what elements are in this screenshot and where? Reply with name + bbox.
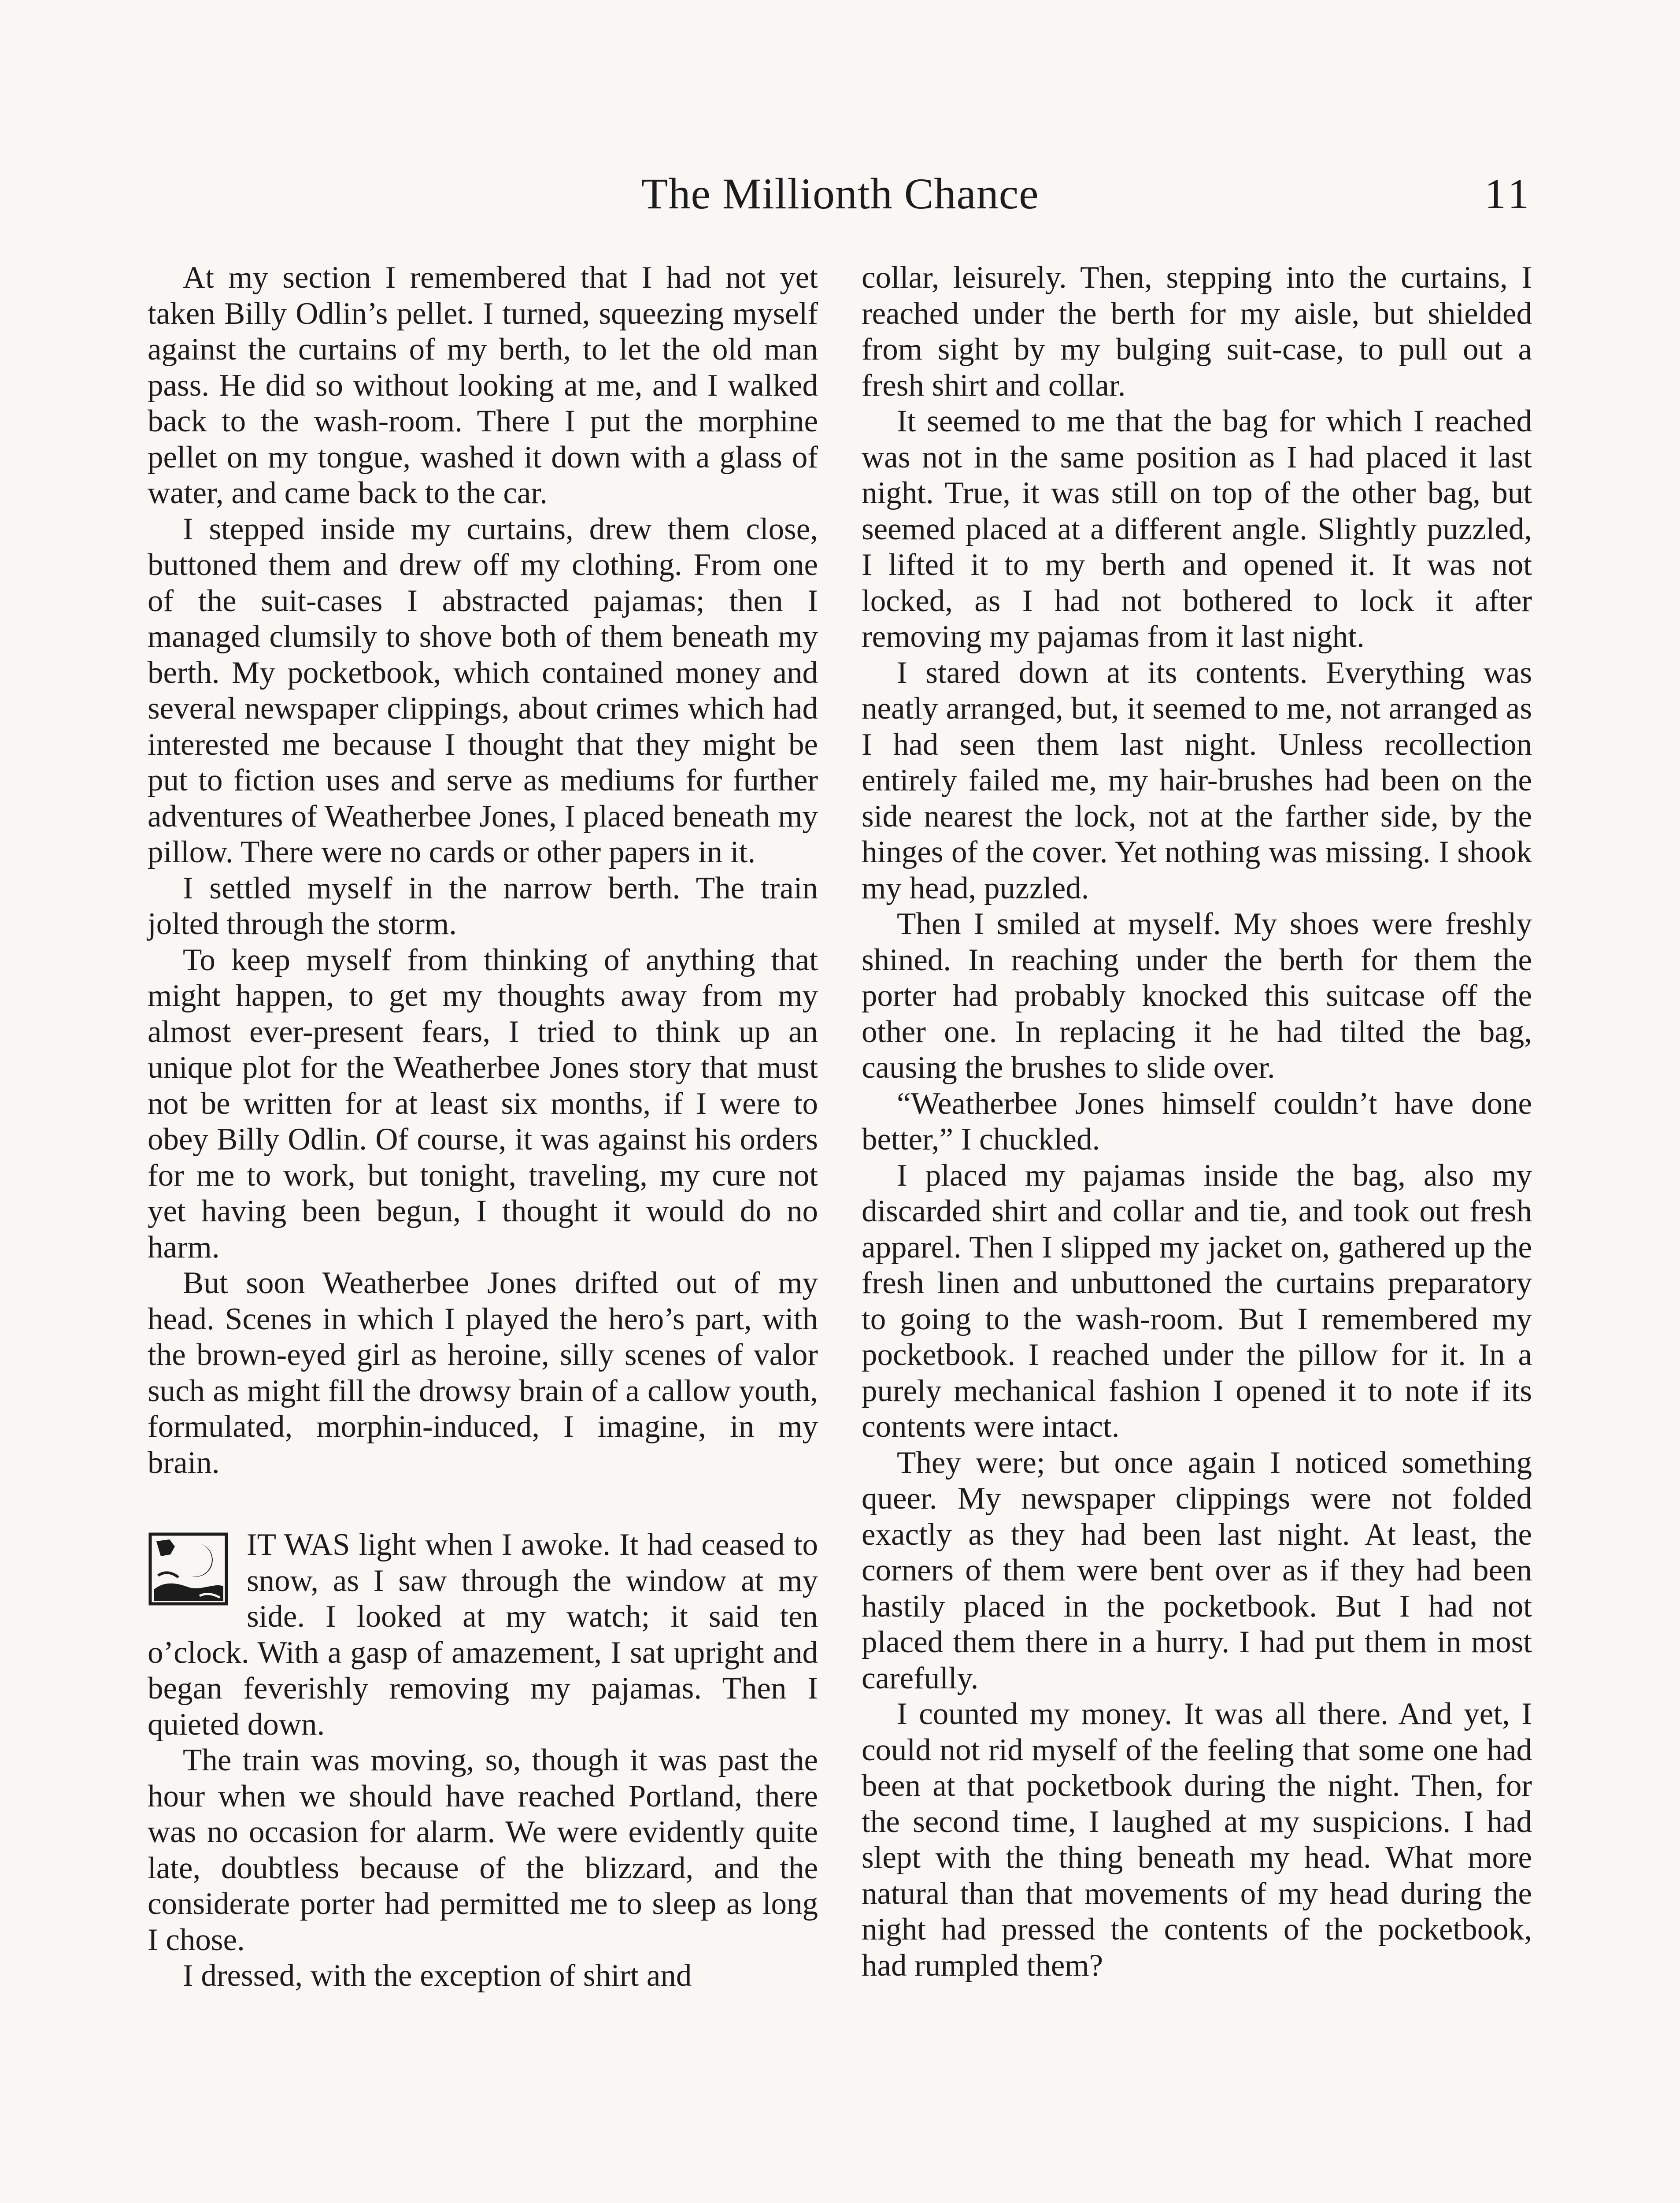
paragraph: I stepped inside my curtains, drew them close, buttoned them and drew off my clothing. From one of the suit-cases I abstracted pajamas; then I managed clumsily to shove both of them beneath my berth. My pocketbook, which contained money and several newspaper clippings, about crimes which had interested me because I thought that they might be put to fiction uses and serve as mediums for further adventures of Weatherbee Jones, I placed beneath my pillow. There were no cards or other papers in it. [148,512,818,869]
running-title: The Millionth Chance [641,169,1039,218]
paragraph: But soon Weatherbee Jones drifted out of my head. Scenes in which I played the hero’s part, with the brown-eyed girl as heroine, silly scenes of valor such as might fill the drowsy brain of a callow youth, formulated, morphin-induced, I imagine, in my brain. [148,1266,818,1480]
paragraph: collar, leisurely. Then, stepping into the curtains, I reached under the berth for my aisle, but shielded from sight by my bulging suit-case, to pull out a fresh shirt and collar. [862,260,1532,403]
right-column [862,260,1532,1984]
paragraph: I stared down at its contents. Everything was neatly arranged, but, it seemed to me, not arranged as I had seen them last night. Unless recollection entirely failed me, my hair-brushes had been on the side nearest the lock, not at the farther side, by the hinges of the cover. Yet nothing was missing. I shook my head, puzzled. [862,655,1532,905]
paragraph: I placed my pajamas inside the bag, also my discarded shirt and collar and tie, and took out fresh apparel. Then I slipped my jacket on, gathered up the fresh linen and unbuttoned the curtains preparatory to going to the wash-room. But I remembered my pocketbook. I reached under the pillow for it. In a purely mechanical fashion I opened it to note if its contents were intact. [862,1158,1532,1444]
section-break [148,1481,818,1527]
paragraph: They were; but once again I noticed something queer. My newspaper clippings were not folded exactly as they had been last night. At least, the corners of them were bent over as if they had been hastily placed in the pocketbook. But I had not placed them there in a hurry. I had put them in most carefully. [862,1445,1532,1695]
left-column [148,260,818,1994]
paragraph: Then I smiled at myself. My shoes were freshly shined. In reaching under the berth for them the porter had probably knocked this suitcase off the other one. In replacing it he had tilted the bag, causing the brushes to slide over. [862,907,1532,1085]
paragraph: To keep myself from thinking of anything that might happen, to get my thoughts away from my almost ever-present fears, I tried to think up an unique plot for the Weatherbee Jones story that must not be written for at least six months, if I were to obey Billy Odlin. Of course, it was against his orders for me to work, but tonight, traveling, my cure not yet having been begun, I thought it would do no harm. [148,942,818,1265]
paragraph: The train was moving, so, though it was past the hour when we should have reached Portland, there was no occasion for alarm. We were evidently quite late, doubtless because of the blizzard, and the considerate porter had permitted me to sleep as long I chose. [148,1743,818,1957]
paragraph: I settled myself in the narrow berth. The train jolted through the storm. [148,871,818,941]
page-number: 11 [1484,170,1532,217]
paragraph: “Weatherbee Jones himself couldn’t have done better,” I chuckled. [862,1086,1532,1157]
moon-vignette-icon [148,1532,229,1606]
paragraph: It seemed to me that the bag for which I reached was not in the same position as I had placed it last night. True, it was still on top of the other bag, but seemed placed at a different angle. Slightly puzzled, I lifted it to my berth and opened it. It was not locked, as I had not bothered to lock it after removing my pajamas from it last night. [862,404,1532,654]
paragraph: I dressed, with the exception of shirt and [183,1958,692,1993]
paragraph-drop-cap: IT WAS light when I awoke. It had ceased to snow, as I saw through the window at my side. I looked at my watch; it said ten o’clock. With a gasp of amazement, I sat upright and began feverishly removing my pajamas. Then I quieted down. [148,1528,818,1742]
paragraph: At my section I remembered that I had not yet taken Billy Odlin’s pellet. I turned, squeezing myself against the curtains of my berth, to let the old man pass. He did so without looking at me, and I walked back to the wash-room. There I put the morphine pellet on my tongue, washed it down with a glass of water, and came back to the car. [148,260,818,510]
paragraph: I counted my money. It was all there. And yet, I could not rid myself of the feeling that some one had been at that pocketbook during the night. Then, for the second time, I laughed at my suspicions. I had slept with the thing beneath my head. What more natural than that movements of my head during the night had pressed the contents of the pocketbook, had rumpled them? [862,1697,1532,1983]
page-header [0,163,1680,225]
